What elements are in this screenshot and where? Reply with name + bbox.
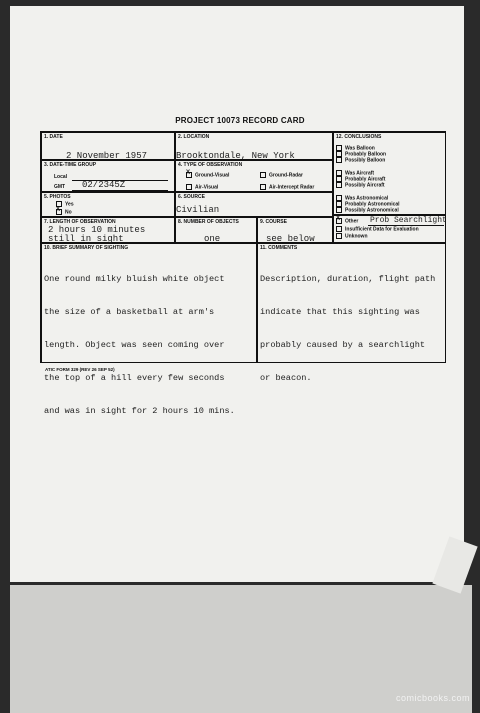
date-value: 2 November 1957 — [66, 151, 148, 161]
summary-line: the top of a hill every few seconds — [44, 373, 225, 383]
gmt-underline — [72, 190, 168, 191]
course-label: 9. COURSE — [260, 219, 287, 225]
conclusions-cell — [333, 132, 446, 215]
air-intercept-option: Air-Intercept Radar — [260, 184, 314, 190]
observation-type-label: 4. TYPE OF OBSERVATION — [178, 162, 243, 168]
concl-was-astronomical: Was Astronomical — [336, 195, 388, 201]
summary-label: 10. BRIEF SUMMARY OF SIGHTING — [44, 245, 129, 251]
ground-visual-option: X Ground-Visual — [186, 170, 230, 179]
gmt-label: GMT — [54, 184, 66, 190]
location-cell — [175, 132, 333, 160]
gmt-value: 02/2345Z — [82, 180, 126, 190]
summary-line: the size of a basketball at arm's — [44, 307, 215, 317]
length-line-2: still in sight — [48, 234, 124, 244]
summary-line: and was in sight for 2 hours 10 mins. — [44, 406, 235, 416]
concl-possibly-aircraft: Possibly Aircraft — [336, 182, 385, 188]
comments-line: or beacon. — [260, 373, 312, 383]
num-objects-value: one — [204, 234, 221, 244]
datetime-label: 3. DATE-TIME GROUP — [44, 162, 97, 168]
source-label: 6. SOURCE — [178, 194, 205, 200]
comments-line: indicate that this sighting was — [260, 307, 420, 317]
conclusions-label: 12. CONCLUSIONS — [336, 134, 382, 140]
num-objects-cell — [175, 217, 257, 243]
ground-radar-option: Ground-Radar — [260, 172, 303, 178]
photos-label: 5. PHOTOS — [44, 194, 71, 200]
photos-no-option: X No — [56, 207, 72, 216]
comments-line: probably caused by a searchlight — [260, 340, 426, 350]
comments-cell — [257, 243, 446, 383]
course-value: see below — [266, 234, 315, 244]
concl-probably-astronomical: Probably Astronomical — [336, 201, 400, 207]
summary-text — [44, 252, 235, 439]
concl-unknown: Unknown — [336, 233, 368, 239]
course-cell — [257, 217, 333, 243]
comments-line: Description, duration, flight path — [260, 274, 436, 284]
watermark: comicbooks.com — [395, 693, 470, 703]
comments-text — [260, 252, 435, 406]
concl-other: X Other — [336, 216, 359, 225]
location-label: 2. LOCATION — [178, 134, 210, 140]
air-visual-option: Air-Visual — [186, 184, 218, 190]
length-label: 7. LENGTH OF OBSERVATION — [44, 219, 116, 225]
concl-other-value: Prob Searchlight — [370, 216, 447, 225]
form-id: ATIC FORM 329 (REV 26 SEP 52) — [45, 367, 115, 372]
concl-possibly-astronomical: Possibly Astronomical — [336, 207, 399, 213]
concl-probably-aircraft: Probably Aircraft — [336, 176, 385, 182]
concl-probably-balloon: Probably Balloon — [336, 151, 386, 157]
location-value: Brooktondale, New York — [176, 151, 295, 161]
date-label: 1. DATE — [44, 134, 63, 140]
observation-type-cell — [175, 160, 333, 192]
length-cell — [41, 217, 175, 243]
concl-insufficient: Insufficient Data for Evaluation — [336, 226, 419, 232]
summary-line: One round milky bluish white object — [44, 274, 225, 284]
photos-yes-option: Yes — [56, 201, 74, 207]
local-label: Local — [54, 174, 68, 180]
concl-was-aircraft: Was Aircraft — [336, 170, 374, 176]
datetime-cell — [41, 160, 175, 192]
card-title: PROJECT 10073 RECORD CARD — [175, 116, 305, 125]
source-cell — [175, 192, 333, 217]
summary-line: length. Object was seen coming over — [44, 340, 225, 350]
concl-was-balloon: Was Balloon — [336, 145, 375, 151]
date-cell — [41, 132, 175, 160]
concl-possibly-balloon: Possibly Balloon — [336, 157, 385, 163]
length-line-1: 2 hours 10 minutes — [48, 225, 146, 235]
source-value: Civilian — [176, 205, 220, 215]
comments-label: 11. COMMENTS — [260, 245, 298, 251]
photos-cell — [41, 192, 175, 217]
conclusions-other-cell — [333, 215, 446, 243]
num-objects-label: 8. NUMBER OF OBJECTS — [178, 219, 239, 225]
